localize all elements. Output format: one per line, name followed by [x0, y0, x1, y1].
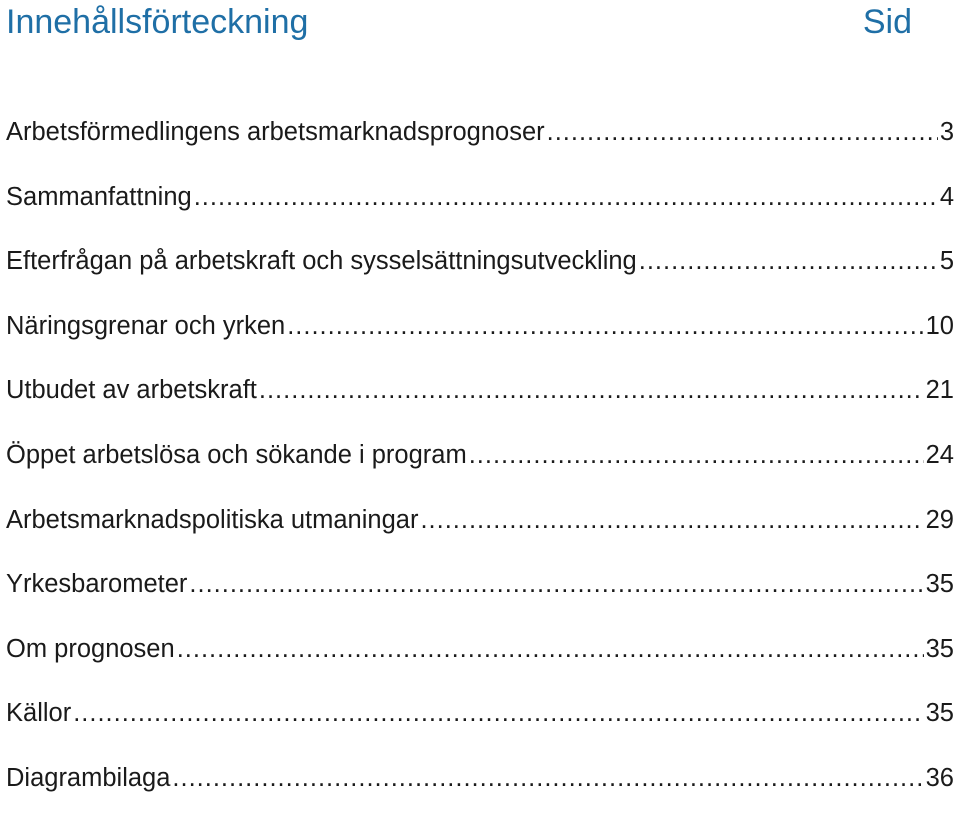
dot-leader	[177, 635, 924, 664]
toc-entry-page: 35	[925, 699, 954, 728]
toc-entry-title: Diagrambilaga	[6, 763, 171, 792]
toc-entry[interactable]	[6, 506, 954, 571]
dot-leader	[73, 699, 923, 728]
toc-header	[6, 0, 912, 44]
toc-entry-title: Källor	[6, 699, 72, 728]
toc-entry-page: 4	[939, 182, 954, 211]
toc-entry[interactable]	[6, 376, 954, 441]
toc-entry-page: 35	[925, 634, 954, 663]
toc-entry-title: Arbetsmarknadspolitiska utmaningar	[6, 505, 419, 534]
toc-entry-title: Yrkesbarometer	[6, 570, 188, 599]
toc-entry[interactable]	[6, 312, 954, 377]
toc-entry-title: Öppet arbetslösa och sökande i program	[6, 440, 467, 469]
toc-entry-page: 24	[925, 440, 954, 469]
toc-entry-page: 21	[925, 376, 954, 405]
toc-entry-title: Näringsgrenar och yrken	[6, 311, 286, 340]
page-column-label: Sid	[862, 2, 912, 41]
dot-leader	[639, 247, 938, 276]
toc-entry[interactable]	[6, 764, 954, 829]
toc-entry[interactable]	[6, 441, 954, 506]
dot-leader	[469, 441, 924, 470]
toc-list	[6, 118, 954, 829]
toc-entry-title: Om prognosen	[6, 634, 175, 663]
toc-entry-page: 35	[925, 570, 954, 599]
toc-entry[interactable]	[6, 699, 954, 764]
toc-entry[interactable]	[6, 247, 954, 312]
toc-entry-page: 10	[925, 311, 954, 340]
dot-leader	[420, 506, 923, 535]
page-title: Innehållsförteckning	[6, 2, 309, 41]
toc-entry-title: Sammanfattning	[6, 182, 192, 211]
toc-entry-title: Arbetsförmedlingens arbetsmarknadsprognoser	[6, 118, 545, 146]
toc-entry-title: Efterfrågan på arbetskraft och sysselsättningsutveckling	[6, 247, 637, 276]
dot-leader	[172, 764, 923, 793]
dot-leader	[194, 183, 938, 212]
toc-entry-title: Utbudet av arbetskraft	[6, 376, 257, 405]
dot-leader	[189, 570, 923, 599]
toc-entry[interactable]	[6, 118, 954, 183]
toc-entry[interactable]	[6, 570, 954, 635]
toc-entry-page: 36	[925, 763, 954, 792]
toc-entry-page: 5	[939, 247, 954, 276]
toc-entry-page: 3	[939, 118, 954, 146]
dot-leader	[259, 376, 924, 405]
toc-entry[interactable]	[6, 635, 954, 700]
dot-leader	[547, 118, 938, 147]
toc-entry-page: 29	[925, 505, 954, 534]
toc-entry[interactable]	[6, 183, 954, 248]
dot-leader	[287, 312, 923, 341]
